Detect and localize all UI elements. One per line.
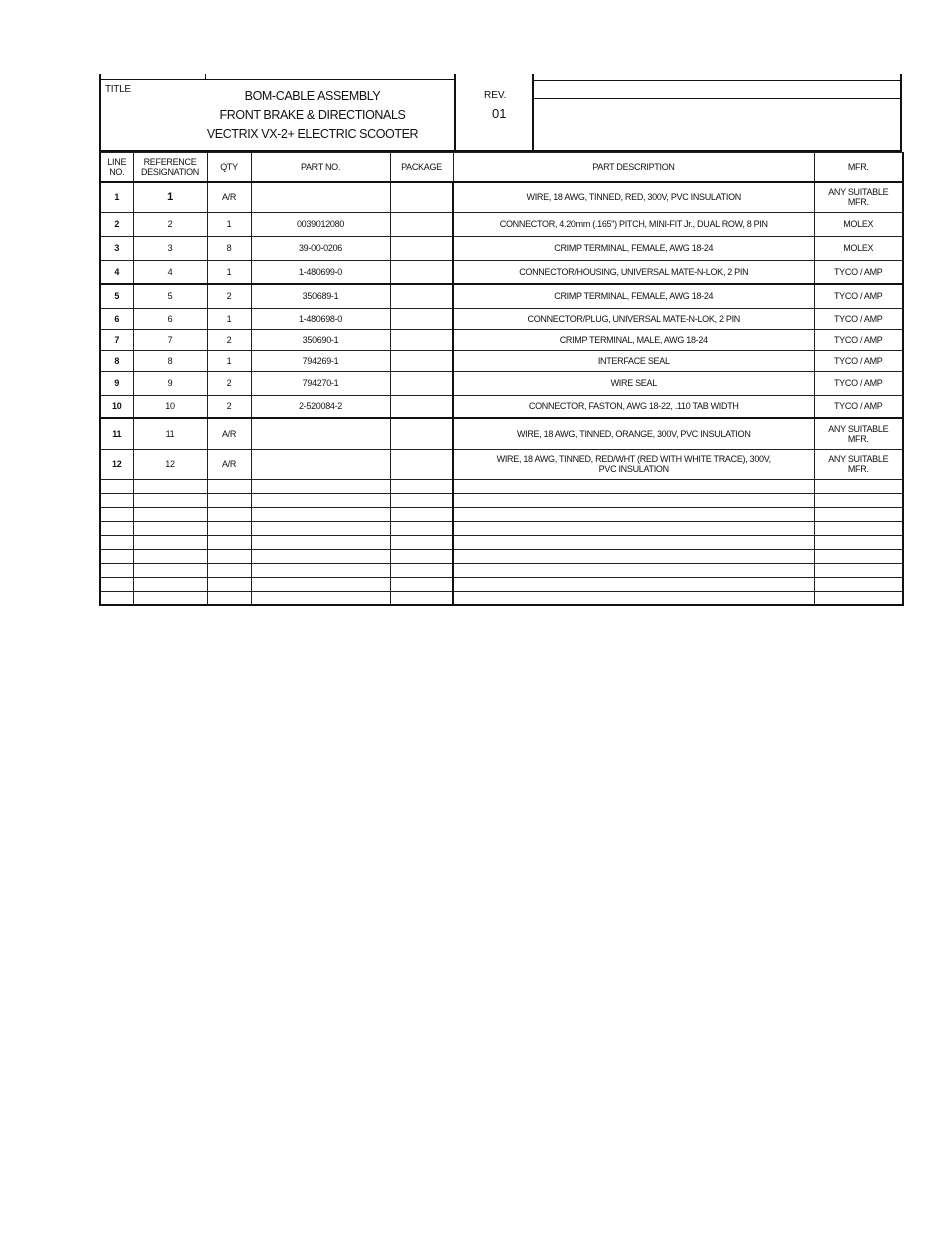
part-description-line: WIRE, 18 AWG, TINNED, ORANGE, 300V, PVC INSULATION (516, 428, 751, 439)
part-no-cell: 794269-1 (251, 350, 390, 371)
blank-cell (390, 535, 453, 549)
revision-label: REV. (484, 90, 507, 101)
mfr-line: ANY SUITABLE (828, 454, 889, 464)
blank-cell (251, 479, 390, 493)
part-description-cell (453, 395, 814, 418)
mfr-cell (814, 350, 903, 371)
table-row (100, 350, 903, 371)
line-no-cell: 8 (100, 350, 133, 371)
reference-designation-cell: 9 (133, 371, 207, 395)
revision-cell (456, 74, 534, 150)
part-description-line: CONNECTOR/HOUSING, UNIVERSAL MATE-N-LOK, 2 PIN (519, 266, 749, 277)
blank-cell (453, 591, 814, 605)
mfr-line: TYCO / AMP (833, 378, 883, 388)
table-row (100, 418, 903, 449)
part-no-cell: 0039012080 (251, 212, 390, 236)
part-description-cell (453, 182, 814, 212)
qty-cell: A/R (207, 418, 251, 449)
blank-cell (390, 549, 453, 563)
blank-cell (390, 493, 453, 507)
qty-cell: 8 (207, 236, 251, 260)
package-cell (390, 260, 453, 284)
line-no-cell: 12 (100, 449, 133, 479)
blank-table-row (100, 493, 903, 507)
table-row (100, 260, 903, 284)
title-line-2: FRONT BRAKE & DIRECTIONALS (219, 108, 406, 122)
col-header-qty: QTY (207, 153, 251, 183)
part-description-cell (453, 260, 814, 284)
mfr-cell (814, 308, 903, 329)
blank-cell (251, 507, 390, 521)
part-description-cell (453, 329, 814, 350)
mfr-line: MFR. (847, 433, 869, 444)
package-cell (390, 395, 453, 418)
part-description-cell (453, 350, 814, 371)
line-no-cell: 2 (100, 212, 133, 236)
part-description-line: CONNECTOR, 4.20mm (.165") PITCH, MINI-FIT Jr., DUAL ROW, 8 PIN (499, 219, 768, 229)
blank-cell (133, 535, 207, 549)
blank-cell (207, 563, 251, 577)
qty-cell: A/R (207, 182, 251, 212)
table-row (100, 236, 903, 260)
part-description-cell (453, 212, 814, 236)
blank-cell (814, 535, 903, 549)
line-no-cell: 3 (100, 236, 133, 260)
blank-cell (100, 507, 133, 521)
blank-cell (251, 493, 390, 507)
blank-cell (814, 521, 903, 535)
blank-table-row (100, 549, 903, 563)
blank-cell (453, 479, 814, 493)
blank-cell (814, 479, 903, 493)
col-header-line-no: LINE NO. (100, 153, 133, 183)
reference-designation-cell: 12 (133, 449, 207, 479)
package-cell (390, 308, 453, 329)
blank-cell (453, 563, 814, 577)
blank-cell (251, 563, 390, 577)
title-line-3: VECTRIX VX-2+ ELECTRIC SCOOTER (206, 127, 419, 141)
blank-cell (453, 493, 814, 507)
part-description-cell (453, 371, 814, 395)
part-no-cell: 39-00-0206 (251, 236, 390, 260)
table-row (100, 329, 903, 350)
blank-cell (251, 577, 390, 591)
part-no-cell (251, 418, 390, 449)
part-no-cell: 1-480698-0 (251, 308, 390, 329)
line-no-cell: 9 (100, 371, 133, 395)
blank-cell (453, 507, 814, 521)
qty-cell: 2 (207, 371, 251, 395)
blank-cell (814, 563, 903, 577)
mfr-line: TYCO / AMP (833, 291, 883, 302)
qty-cell: A/R (207, 449, 251, 479)
mfr-cell (814, 212, 903, 236)
blank-cell (814, 549, 903, 563)
part-description-line: WIRE, 18 AWG, TINNED, RED, 300V, PVC INSULATION (526, 192, 741, 203)
title-block (99, 74, 902, 152)
part-no-cell: 350689-1 (251, 284, 390, 308)
blank-cell (390, 507, 453, 521)
blank-cell (207, 507, 251, 521)
blank-cell (100, 535, 133, 549)
blank-cell (251, 549, 390, 563)
blank-cell (133, 521, 207, 535)
mfr-cell (814, 418, 903, 449)
table-header-row (100, 153, 903, 183)
reference-designation-cell: 6 (133, 308, 207, 329)
blank-cell (133, 479, 207, 493)
reference-designation-cell: 2 (133, 212, 207, 236)
blank-cell (133, 591, 207, 605)
blank-cell (814, 591, 903, 605)
blank-cell (133, 549, 207, 563)
part-description-line: CRIMP TERMINAL, MALE, AWG 18-24 (559, 334, 708, 345)
reference-designation-cell: 5 (133, 284, 207, 308)
line-no-cell: 4 (100, 260, 133, 284)
title-cell (101, 74, 456, 150)
part-no-cell: 794270-1 (251, 371, 390, 395)
col-header-part-description: PART DESCRIPTION (453, 153, 814, 183)
mfr-line: MOLEX (843, 219, 874, 229)
mfr-cell (814, 449, 903, 479)
blank-cell (390, 521, 453, 535)
blank-cell (251, 591, 390, 605)
reference-designation-cell: 7 (133, 329, 207, 350)
part-description-line: CONNECTOR, FASTON, AWG 18-22, .110 TAB WIDTH (528, 401, 739, 412)
part-description-cell (453, 308, 814, 329)
blank-cell (390, 591, 453, 605)
blank-table-row (100, 507, 903, 521)
qty-cell: 1 (207, 212, 251, 236)
col-header-package: PACKAGE (390, 153, 453, 183)
mfr-cell (814, 260, 903, 284)
reference-designation-cell: 1 (133, 182, 207, 212)
title-line-1: BOM-CABLE ASSEMBLY (244, 89, 381, 103)
mfr-line: MFR. (847, 464, 869, 474)
package-cell (390, 329, 453, 350)
part-description-cell (453, 236, 814, 260)
mfr-line: ANY SUITABLE (828, 187, 889, 198)
bom-table-body (100, 182, 903, 605)
table-row (100, 371, 903, 395)
reference-designation-cell: 3 (133, 236, 207, 260)
package-cell (390, 182, 453, 212)
col-header-reference-designation: REFERENCE DESIGNATION (133, 153, 207, 183)
document-title (181, 87, 444, 144)
blank-cell (453, 549, 814, 563)
table-row (100, 182, 903, 212)
blank-cell (100, 577, 133, 591)
blank-cell (100, 591, 133, 605)
blank-cell (814, 507, 903, 521)
mfr-cell (814, 284, 903, 308)
mfr-line: TYCO / AMP (833, 334, 883, 345)
blank-cell (133, 507, 207, 521)
table-row (100, 395, 903, 418)
blank-cell (814, 493, 903, 507)
mfr-line: TYCO / AMP (833, 355, 883, 366)
part-no-cell (251, 182, 390, 212)
reference-designation-cell: 8 (133, 350, 207, 371)
reference-designation-cell: 4 (133, 260, 207, 284)
part-no-cell (251, 449, 390, 479)
table-row (100, 212, 903, 236)
bom-table (99, 152, 904, 606)
part-no-cell: 1-480699-0 (251, 260, 390, 284)
blank-cell (100, 479, 133, 493)
blank-cell (453, 521, 814, 535)
qty-cell: 2 (207, 329, 251, 350)
blank-cell (207, 493, 251, 507)
blank-cell (207, 535, 251, 549)
blank-cell (453, 577, 814, 591)
line-no-cell: 6 (100, 308, 133, 329)
package-cell (390, 350, 453, 371)
mfr-cell (814, 329, 903, 350)
mfr-cell (814, 236, 903, 260)
qty-cell: 1 (207, 260, 251, 284)
qty-cell: 1 (207, 308, 251, 329)
mfr-cell (814, 371, 903, 395)
blank-cell (207, 549, 251, 563)
package-cell (390, 284, 453, 308)
mfr-line: MFR. (847, 197, 869, 208)
part-description-cell (453, 284, 814, 308)
part-description-line: CONNECTOR/PLUG, UNIVERSAL MATE-N-LOK, 2 PIN (527, 313, 740, 324)
part-description-line: WIRE SEAL (610, 378, 657, 388)
col-header-mfr: MFR. (814, 153, 903, 183)
blank-cell (207, 521, 251, 535)
part-no-cell: 350690-1 (251, 329, 390, 350)
blank-cell (207, 577, 251, 591)
line-no-cell: 5 (100, 284, 133, 308)
revision-value: 01 (492, 106, 507, 121)
table-row (100, 449, 903, 479)
blank-table-row (100, 591, 903, 605)
part-description-line: WIRE, 18 AWG, TINNED, RED/WHT (RED WITH WHITE TRACE), 300V, (496, 454, 771, 464)
title-top-rule (101, 74, 454, 80)
blank-cell (453, 535, 814, 549)
qty-cell: 2 (207, 395, 251, 418)
blank-cell (100, 563, 133, 577)
blank-table-row (100, 521, 903, 535)
reference-designation-cell: 10 (133, 395, 207, 418)
blank-cell (251, 521, 390, 535)
mfr-line: TYCO / AMP (833, 313, 883, 324)
part-description-line: CRIMP TERMINAL, FEMALE, AWG 18-24 (554, 291, 714, 302)
blank-cell (100, 493, 133, 507)
mfr-cell (814, 395, 903, 418)
package-cell (390, 418, 453, 449)
line-no-cell: 1 (100, 182, 133, 212)
table-row (100, 284, 903, 308)
blank-cell (100, 521, 133, 535)
part-description-line: PVC INSULATION (598, 464, 669, 474)
blank-table-row (100, 535, 903, 549)
blank-table-row (100, 577, 903, 591)
mfr-line: TYCO / AMP (833, 401, 883, 412)
blank-cell (133, 493, 207, 507)
revision-rule (534, 98, 900, 99)
blank-cell (814, 577, 903, 591)
revision-rule (534, 80, 900, 81)
table-row (100, 308, 903, 329)
blank-cell (251, 535, 390, 549)
part-description-cell (453, 449, 814, 479)
revision-notes-cell (534, 74, 900, 150)
blank-table-row (100, 563, 903, 577)
blank-cell (207, 479, 251, 493)
part-description-cell (453, 418, 814, 449)
line-no-cell: 10 (100, 395, 133, 418)
part-description-line: INTERFACE SEAL (597, 355, 670, 366)
package-cell (390, 371, 453, 395)
col-header-part-no: PART NO. (251, 153, 390, 183)
blank-cell (207, 591, 251, 605)
blank-cell (390, 563, 453, 577)
part-no-cell: 2-520084-2 (251, 395, 390, 418)
title-label: TITLE (105, 84, 131, 95)
blank-cell (100, 549, 133, 563)
line-no-cell: 7 (100, 329, 133, 350)
mfr-line: ANY SUITABLE (828, 423, 889, 434)
blank-cell (390, 577, 453, 591)
blank-cell (133, 577, 207, 591)
part-description-line: CRIMP TERMINAL, FEMALE, AWG 18-24 (554, 243, 714, 253)
reference-designation-cell: 11 (133, 418, 207, 449)
blank-table-row (100, 479, 903, 493)
qty-cell: 2 (207, 284, 251, 308)
blank-cell (390, 479, 453, 493)
blank-cell (133, 563, 207, 577)
mfr-cell (814, 182, 903, 212)
mfr-line: TYCO / AMP (833, 266, 883, 277)
package-cell (390, 212, 453, 236)
mfr-line: MOLEX (843, 243, 874, 253)
package-cell (390, 236, 453, 260)
bom-sheet (99, 74, 902, 606)
line-no-cell: 11 (100, 418, 133, 449)
package-cell (390, 449, 453, 479)
qty-cell: 1 (207, 350, 251, 371)
